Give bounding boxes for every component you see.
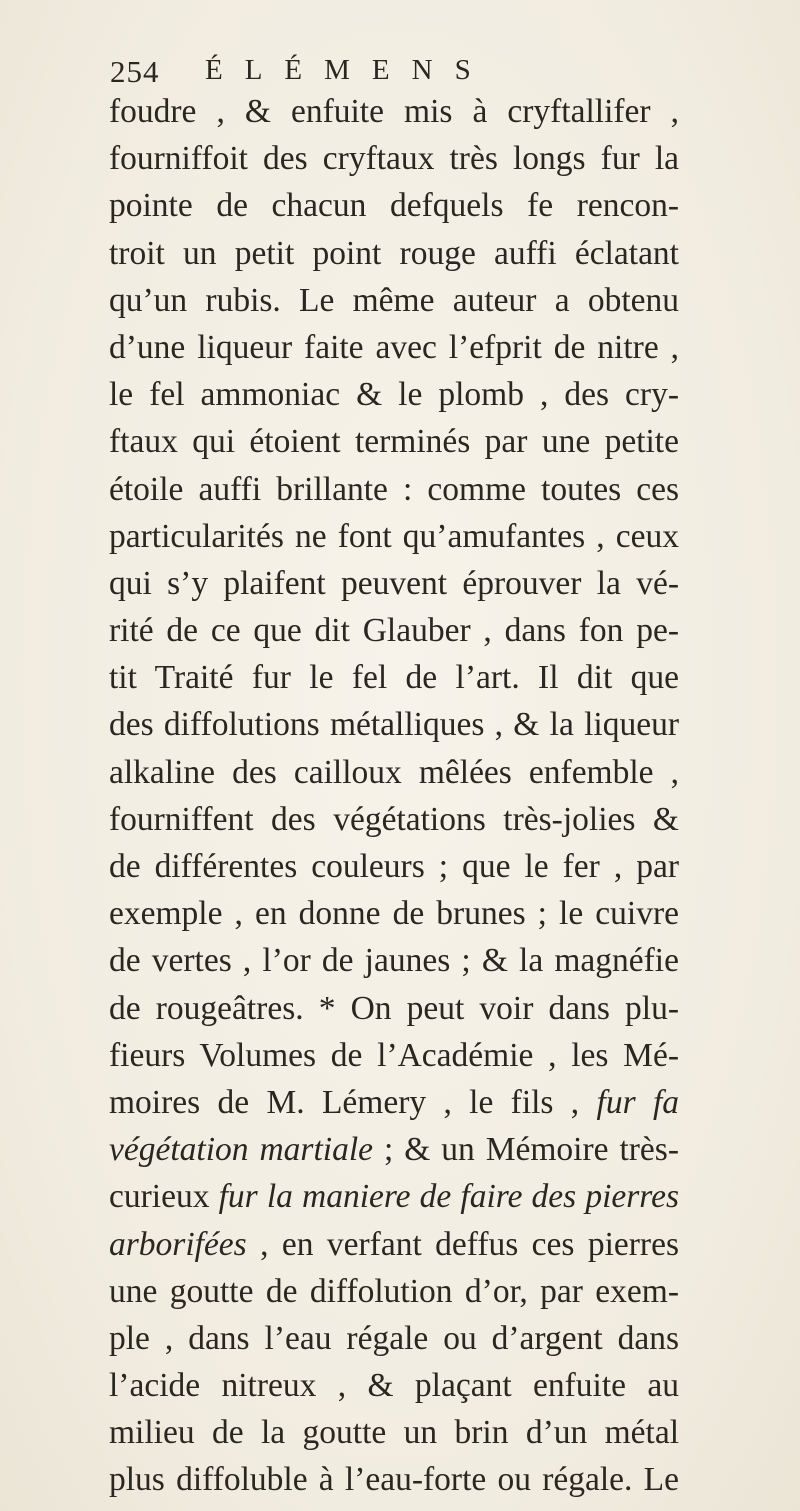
- text-segment: particularités ne font qu’amufantes , ceux: [109, 517, 679, 555]
- text-line: [109, 1362, 679, 1409]
- text-segment: une goutte de diffolution d’or, par exem-: [109, 1272, 679, 1310]
- page-number: 254: [110, 54, 160, 89]
- text-line: [109, 88, 679, 135]
- text-segment: d’une liqueur faite avec l’efprit de nitre ,: [109, 328, 679, 366]
- text-line: [109, 1268, 679, 1315]
- text-segment: rité de ce que dit Glauber , dans fon pe-: [109, 612, 679, 650]
- text-segment: moires de M. Lémery , le fils ,: [109, 1083, 597, 1121]
- text-line: [109, 701, 679, 748]
- text-line: [109, 466, 679, 513]
- text-line: [109, 843, 679, 890]
- text-line: [109, 1221, 679, 1268]
- text-line: [109, 749, 679, 796]
- text-segment: exemple , en donne de brunes ; le cuivre: [109, 895, 679, 933]
- text-line: [109, 1456, 679, 1503]
- text-line: [109, 654, 679, 701]
- text-line: [109, 560, 679, 607]
- text-segment: le fel ammoniac & le plomb , des cry-: [109, 376, 679, 414]
- text-segment: foudre , & enfuite mis à cryftallifer ,: [109, 93, 679, 130]
- text-segment: de vertes , l’or de jaunes ; & la magnéfie: [109, 942, 679, 980]
- text-segment: plus diffoluble à l’eau-forte ou régale. Le: [109, 1461, 679, 1499]
- italic-text-segment: végétation martiale: [109, 1131, 374, 1169]
- running-head: ÉLÉMENS: [205, 54, 493, 86]
- text-segment: ple , dans l’eau régale ou d’argent dans: [109, 1319, 679, 1357]
- text-segment: ftaux qui étoient terminés par une petite: [109, 423, 679, 461]
- text-line: [109, 796, 679, 843]
- text-segment: de rougeâtres. * On peut voir dans plu-: [109, 989, 679, 1027]
- body-text: [109, 88, 679, 1504]
- text-line: [109, 1315, 679, 1362]
- text-segment: fieurs Volumes de l’Académie , les Mé-: [109, 1036, 679, 1074]
- text-segment: alkaline des cailloux mêlées enfemble ,: [109, 753, 679, 791]
- text-line: [109, 1032, 679, 1079]
- text-line: [109, 1079, 679, 1126]
- text-line: [109, 513, 679, 560]
- text-line: [109, 937, 679, 984]
- text-segment: tit Traité fur le fel de l’art. Il dit que: [109, 659, 679, 697]
- text-line: [109, 1126, 679, 1173]
- text-segment: curieux: [109, 1178, 219, 1216]
- text-segment: de différentes couleurs ; que le fer , par: [109, 848, 679, 885]
- text-line: [109, 1173, 679, 1220]
- text-segment: des diffolutions métalliques , & la liqueur: [109, 706, 679, 744]
- text-line: [109, 277, 679, 324]
- text-segment: qu’un rubis. Le même auteur a obtenu: [109, 281, 679, 319]
- text-segment: ; & un Mémoire très-: [373, 1131, 679, 1169]
- text-line: [109, 371, 679, 418]
- text-segment: fourniffoit des cryftaux très longs fur la: [109, 140, 679, 178]
- text-line: [109, 418, 679, 465]
- text-line: [109, 890, 679, 937]
- text-line: [109, 182, 679, 229]
- text-segment: l’acide nitreux , & plaçant enfuite au: [109, 1367, 679, 1405]
- text-line: [109, 985, 679, 1032]
- text-segment: qui s’y plaifent peuvent éprouver la vé-: [109, 564, 679, 602]
- text-line: [109, 1409, 679, 1456]
- text-segment: pointe de chacun defquels fe rencon-: [109, 187, 679, 225]
- text-line: [109, 135, 679, 182]
- text-segment: étoile auffi brillante : comme toutes ces: [109, 470, 679, 508]
- text-line: [109, 607, 679, 654]
- italic-text-segment: fur fa: [596, 1083, 679, 1121]
- text-line: [109, 230, 679, 277]
- text-segment: , en verfant deffus ces pierres: [246, 1225, 679, 1263]
- text-line: [109, 324, 679, 371]
- italic-text-segment: arborifées: [109, 1225, 247, 1263]
- text-segment: troit un petit point rouge auffi éclatant: [109, 234, 679, 272]
- italic-text-segment: fur la maniere de faire des pierres: [218, 1178, 679, 1216]
- text-segment: fourniffent des végétations très-jolies &: [109, 800, 679, 838]
- text-segment: milieu de la goutte un brin d’un métal: [109, 1414, 679, 1452]
